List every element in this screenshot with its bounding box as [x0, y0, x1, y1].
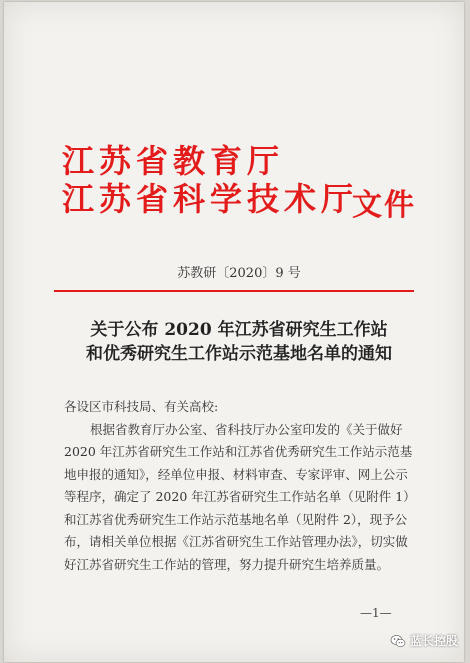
header-line-science-dept: 江苏省科学技术厅 — [62, 180, 359, 218]
body-line: 2020 年江苏省研究生工作站和江苏省优秀研究生工作站示范基 — [64, 444, 413, 459]
document-title — [4, 318, 470, 366]
title-line-1: 关于公布 2020 年江苏省研究生工作站 — [90, 320, 388, 340]
wechat-icon — [390, 633, 406, 649]
header-document-label: 文件 — [352, 188, 416, 223]
body-line: 等程序，确定了 2020 年江苏省研究生工作站名单（见附件 1） — [64, 489, 416, 504]
body-line: 好江苏省研究生工作站的管理，努力提升研究生培养质量。 — [64, 556, 390, 572]
watermark-label: 蓝长控股 — [410, 634, 459, 648]
body-line: 根据省教育厅办公室、省科技厅办公室印发的《关于做好 — [90, 421, 403, 437]
red-divider — [54, 290, 414, 292]
salutation: 各设区市科技局、有关高校: — [64, 399, 219, 414]
title-line-2: 和优秀研究生工作站示范基地名单的通知 — [86, 344, 392, 364]
watermark — [390, 632, 458, 649]
body-line: 地申报的通知》，经单位申报、材料审查、专家评审、网上公示 — [64, 466, 408, 482]
issuing-authority-header — [62, 142, 358, 218]
document-page — [4, 2, 464, 662]
document-body — [64, 396, 416, 576]
body-line: 和江苏省优秀研究生工作站示范基地名单（见附件 2），现予公 — [64, 511, 408, 527]
header-line-education-dept: 江苏省教育厅 — [62, 142, 285, 180]
document-number: 苏教研〔2020〕9 号 — [177, 266, 301, 281]
page-number: —1— — [360, 606, 392, 620]
body-line: 布，请相关单位根据《江苏省研究生工作站管理办法》，切实做 — [64, 534, 408, 549]
